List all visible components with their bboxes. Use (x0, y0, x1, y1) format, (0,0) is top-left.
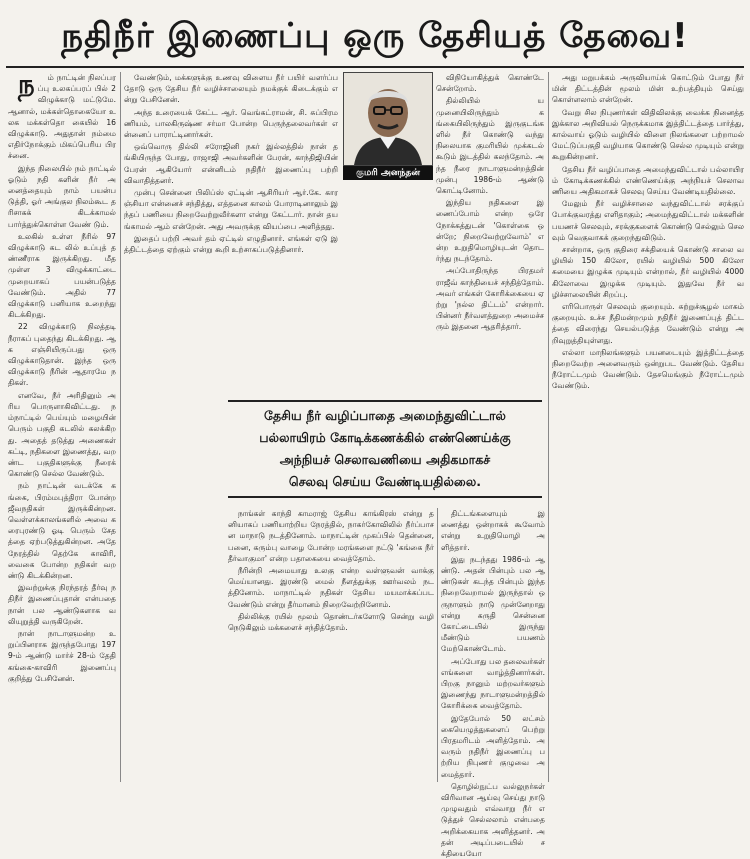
paragraph: அந்த உரையைக் கேட்ட ஆர். வெங்கட்ராமன், சி. சுப்பிரமணியம், பாலகிருஷ்ண சர்மா போன்ற பெருந்தலைவர்கள் என்னைப் பாராட்டினார்கள். (124, 107, 338, 140)
paragraph: 22 விழுக்காடு நிலத்தடி நீராகப் புதைந்து கிடக்கிறது. ஆக எஞ்சியிருப்பது ஒரு விழுக்காடுதான். இந்த ஒரு விழுக்காடு நீரின் ஆதாரமே நதிகள். (8, 322, 116, 388)
paragraph: வேறு சில நிபுணர்கள் விதிவிலக்கு வைக்க நினைத்த இக்கால அறிவியல் நெருக்கமாக இத்திட்டத்தை பார்த்து, கால்வாய் ஓடும் வழியில் விளை நிலங்களை பற்றாமல் மேட்டுப்பகுதி வழியாக கொண்டு செல்ல முடியும் என்று கூறுகின்றனர். (552, 107, 744, 162)
paragraph: எரிபொருள் செலவும் குறையும். சுற்றுச்சூழல் மாசும் குறையும். உச்ச நீதிமன்றமும் நதிநீர் இணைப்புத் திட்டத்தை விரைந்து செயல்படுத்த வேண்டும் என்று அறிவுறுத்தியுள்ளது. (552, 302, 744, 345)
column-1 (8, 72, 116, 782)
headline-rule (6, 66, 744, 68)
paragraph-text: ம் நாட்டின் நிலப்பரப்பு உலகப்பரப் பில் 2 விழுக்காடு மட்டுமே. ஆனால், மக்கள்தொகையோ உலக மக்கள்தொ கையில் 16 விழுக்காடு. அதுதான் நம்மை எதிர்நோக்கும் மிகப்பெரிய பிரச்னை. (8, 73, 116, 161)
dropcap: ந (18, 70, 35, 100)
paragraph: உலகில் உள்ள நீரில் 97 விழுக்காடு கட லில் உப்புத் தண்ணீராக இருக்கிறது. மீத முள்ள 3 விழுக்காட்டை முறையாகப் பயன்படுத்த வேண்டும். அதில் 77 விழுக்காடு பனியாக உறைந்து கிடக்கிறது. (8, 231, 116, 320)
paragraph: அது மறுபக்கம் அருவியாய்க் கொட்டும் போது நீர் மின் திட்டத்தின் மூலம் மின் உற்பத்தியும் செய்து கொள்ளலாம் என்றேன். (552, 73, 744, 105)
paragraph: முன்பு சென்னை பிலிப்ஸ் ஏட்டின் ஆசிரியர் ஆர்.கே. காரஞ்சியா என்னைச் சந்தித்து, எத்தனை காலம் போராடினாலும் இந்தப் பணியை நிறைவேற்றுவீர்களா என்று கேட்டார். நான் தயங்காமல் ஆம் என்றேன். அது அவருக்கு வியப்பை அளித்தது. (124, 188, 338, 231)
column-divider (437, 508, 438, 782)
column-divider (548, 72, 549, 782)
paragraph: இந்த நிலையில் நம் நாட்டில் ஓடும் நதி களின் நீர் அனைத்தையும் நாம் பயன்ப டுத்தி, ஓர் அங்குல நிலம்கூட தரிசாகக் கிடக்காமல் பார்த்துக்கொள்ள வேண் டும். (8, 163, 116, 229)
pull-quote (228, 400, 542, 498)
column-2 (124, 72, 338, 394)
paragraph (8, 72, 116, 162)
paragraph: இதேபோல் 50 லட்சம் கையெழுத்துகளைப் பெற்று பிரதமரிடம் அளித்தோம். அவரும் நதிநீர் இணைப்பு பற்றிய நிபுணர் குழுவை அமைத்தார். (441, 713, 545, 779)
column-5 (228, 508, 434, 782)
paragraph: தில்லிக்கு ரயில் மூலம் தொண்டர்களோடு சென்று வழி நெடுகிலும் மக்களைச் சந்தித்தோம். (228, 611, 434, 633)
paragraph: இந்திய நதிகளை இணைப்போம் என்ற ஒரே நோக்கத்துடன் 'கொள்கை ஒன்றே; நிறைவேற்றுவோம்' என்ற உறுதிமொழியுடன் தொடர்ந்து நடந்தோம். (436, 198, 544, 264)
column-3 (436, 72, 544, 394)
paragraph: எல்லா மாநிலங்களும் பயனடையும் இத்திட்டத்தை நிறைவேற்ற அனைவரும் ஒன்றுபட வேண்டும். தேசிய நீரோட்டமும் வேண்டும். தேசமெங்கும் நீரோட்டமும் வேண்டும். (552, 347, 744, 391)
headline: நதிநீர் இணைப்பு ஒரு தேசியத் தேவை! (61, 16, 689, 56)
paragraph: இதைப் பற்றி அவர் தம் ஏட்டில் எழுதினார். எங்கள் ஏடு இத்திட்டத்தை ஏற்கும் என்று கூறி உற்சாகப்படுத்தினார். (124, 233, 338, 255)
pull-quote-line: தேசிய நீர் வழிப்பாதை அமைந்துவிட்டால் (264, 408, 506, 423)
pull-quote-line: அந்நியச் செலாவணியை அதிகமாகச் (279, 452, 491, 467)
author-photo (343, 72, 433, 166)
pull-quote-line: செலவு செய்ய வேண்டியதில்லை. (288, 474, 482, 489)
paragraph: தொழில்நுட்ப வல்லுநர்கள் விரிவான ஆய்வு செய்து நாடு முழுவதும் எவ்வாறு நீர் எடுத்துச் செல்லலாம் என்பதை அறிக்கையாக அளித்தனர். அதன் அடிப்படையில் சக்தியையோ (441, 781, 545, 859)
paragraph: இது நடந்தது 1986-ம் ஆண்டு. அதன் பின்பும் பல ஆண்டுகள் கடந்த பின்பும் இந்த நிறைவேறாமல் இருந்தால் ஒருநாளும் நாடு முன்னேறாது என்று கருதி சென்னை கோட்டையில் இருந்து மீண்டும் பயணம் மேற்கொண்டோம். (441, 554, 545, 654)
paragraph: விநியோகித்துக் கொண்டே சென்றோம். (436, 73, 544, 94)
paragraph: தில்லியில் யமுனையிலிருந்தும் கங்கையிலிருந்தும் இருகுடங்களில் நீர் கொண்டு வந்து நிலையாக குமரியில் முக்கடல் கூடும் இடத்தில் கலந்தோம். அந்த நீரை நாடாளுமன்றத்தின் முன்பு 1986-ம் ஆண்டு கொட்டினோம். (436, 96, 544, 196)
paragraph: ஒவ்வொரு தில்லி சரோஜினி நகர் இல்லத்தில் நான் தங்கியிருந்த போது, ராஜாஜி அவர்களின் பேரன், காந்திஜியின் பேரன் ஆகியோர் என்னிடம் நதிநீர் இணைப்பு பற்றி விவாதித்தனர். (124, 142, 338, 185)
paragraph: அப்போது பல தலைவர்கள் எங்களை வாழ்த்தினார்கள். பிறகு நானும் மற்றவர்களும் இணைந்து நாடாளுமன்றத்தில் கோரிக்கை வைத்தோம். (441, 656, 545, 711)
paragraph: இவற்றுக்கு நிரந்தரத் தீர்வு நதிநீர் இணைப்புதான் என்பதை நான் பல ஆண்டுகளாக வலியுறுத்தி வருகிறேன். (8, 583, 116, 626)
paragraph: மேலும் நீர் வழிச்சாலை வந்துவிட்டால் சரக்குப் போக்குவரத்து எளிதாகும்; அமைந்துவிட்டால் மக்களின் பயணச் செலவும், சரக்குகளைக் கொண்டு செல்லும் செலவும் வெகுவாகக் குறைந்துவிடும். (552, 199, 744, 242)
column-divider (120, 72, 121, 782)
paragraph: திட்டங்களையும் இணைத்து ஒன்றாகக் கூவோம் என்று உறுதிமொழி அளித்தார். (441, 509, 545, 552)
paragraph: நம் நாட்டின் வடக்கே கங்கை, பிரம்மபுத்திரா போன்ற ஜீவநதிகள் இருக்கின்றன. வெள்ளக்காலங்களில் அவை கரைபுரண்டு ஓடி பெரும் சேதத்தை ஏற்படுத்துகின்றன. அதே நேரத்தில் தெற்கே காவிரி, வைகை போன்ற நதிகள் வறண்டு கிடக்கின்றன. (8, 481, 116, 580)
paragraph: நீரின்றி அமையாது உலகு என்ற வள்ளுவன் வாக்கு மெய்யானது. இரண்டு மைல் நீளத்துக்கு ஊர்வலம் நடத்தினோம். மாநாட்டில் நதிகள் தேசிய மயமாக்கப்பட வேண்டும் என்று தீர்மானம் நிறைவேற்றினோம். (228, 566, 434, 609)
paragraph: சான்றாக, ஒரு குதிரை சக்தியைக் கொண்டு சாலை வழியில் 150 கிலோ, ரயில் வழியில் 500 கிலோ சுமையை இழுக்க முடியும் என்றால், நீர் வழியில் 4000 கிலோவை இழுக்க முடியும். இதுவே நீர் வழிச்சாலையின் சிறப்பு. (552, 245, 744, 299)
column-6 (441, 508, 545, 859)
paragraph: நான் நாடாளுமன்ற உறுப்பினராக இருந்தபோது 1979-ம் ஆண்டு மார்ச் 28-ம் தேதி கங்கை-காவிரி இணைப்பு குறித்து பேசினேன். (8, 628, 116, 683)
paragraph: வேண்டும், மக்களுக்கு உணவு விளைய நீர் பயிர் வளர்ப்பதோடு ஒரு தேசிய நீர் வழிச்சாலையும் நமக்குக் கிடைக்கும் என்று பேசினேன். (124, 73, 338, 105)
pull-quote-line: பல்லாயிரம் கோடிக்கணக்கில் எண்ணெய்க்கு (259, 430, 511, 445)
paragraph: தேசிய நீர் வழிப்பாதை அமைந்துவிட்டால் பல்லாயிரம் கோடிக்கணக்கில் எண்ணெய்க்கு அந்நியச் செலாவணியை அதிகமாகச் செலவு செய்ய வேண்டியதில்லை. (552, 164, 744, 197)
portrait-icon (344, 73, 432, 165)
column-4 (552, 72, 744, 782)
paragraph: அப்போதிருந்த பிரதமர் ராஜீவ் காந்தியைச் சந்தித்தோம். அவர் எங்கள் கோரிக்கையை ஏற்று 'நல்ல திட்டம்' என்றார். பின்னர் நீர்வளத்துறை அமைச்சரும் இதனை ஆதரித்தார். (436, 266, 544, 332)
paragraph: எனவே, நீர் அரிதினும் அரிய பொருளாகிவிட்டது. நம்நாட்டில் பெய்யும் மழையின் பெரும் பகுதி கடலில் கலக்கிறது. அதைத் தடுத்து அணைகள் கட்டி, நதிகளை இணைத்து, வறண்ட பகுதிகளுக்கு நீரைக் கொண்டு செல்ல வேண்டும். (8, 390, 116, 479)
paragraph: நாங்கள் காந்தி காமராஜ் தேசிய காங்கிரஸ் என்று தனியாகப் பணியாற்றிய நேரத்தில், நாகர்கோவிலில் நீர்ப்பாசன மாநாடு நடத்தினோம். மாநாட்டின் முகப்பில் தென்னை, பனை, கரும்பு வாழை போன்ற மரங்களை நட்டு 'கங்கை நீர் தீர்வாகுமா' என்ற பதாகையை வைத்தோம். (228, 509, 434, 563)
author-byline: குமரி அனந்தன் (343, 166, 433, 180)
